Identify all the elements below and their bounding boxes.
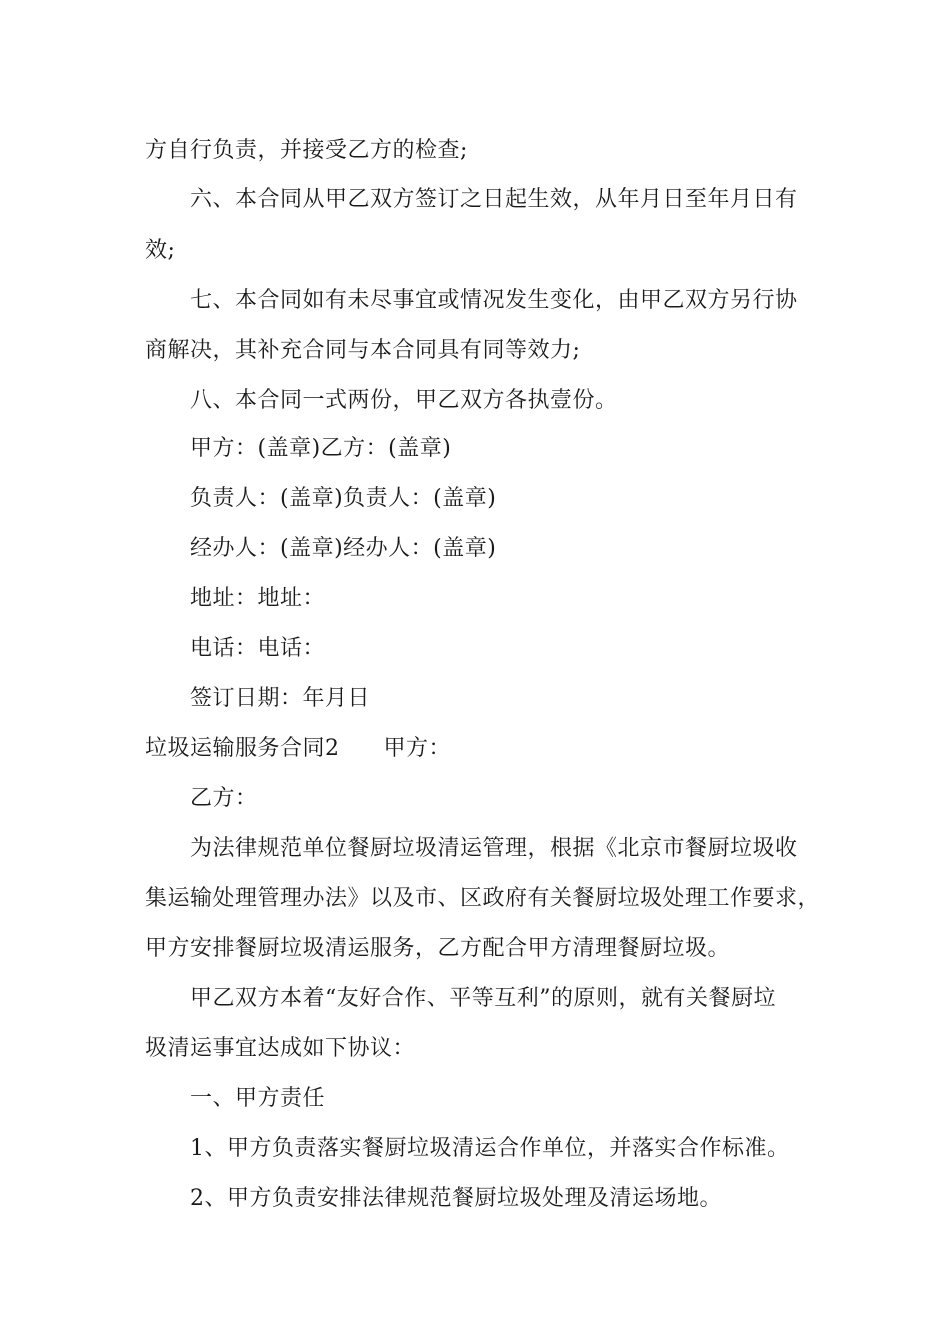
text-line: 1、甲方负责落实餐厨垃圾清运合作单位，并落实合作标准。 — [190, 1136, 790, 1161]
text-line: 效; — [145, 238, 176, 263]
text-line: 甲方安排餐厨垃圾清运服务，乙方配合甲方清理餐厨垃圾。 — [145, 936, 731, 961]
text-line: 方自行负责，并接受乙方的检查; — [145, 138, 468, 163]
text-line: 集运输处理管理办法》以及市、区政府有关餐厨垃圾处理工作要求， — [145, 886, 821, 911]
text-line: 地址：地址： — [190, 586, 326, 611]
text-line: 为法律规范单位餐厨垃圾清运管理，根据《北京市餐厨垃圾收 — [190, 836, 798, 861]
text-line: 一、甲方责任 — [190, 1086, 326, 1111]
text-line: 经办人：(盖章)经办人：(盖章) — [190, 536, 497, 561]
text-line: 六、本合同从甲乙双方签订之日起生效，从年月日至年月日有 — [190, 187, 798, 212]
heading-line — [145, 734, 451, 764]
text-line: 2、甲方负责安排法律规范餐厨垃圾处理及清运场地。 — [190, 1186, 722, 1211]
text-line: 甲乙双方本着“友好合作、平等互利”的原则，就有关餐厨垃 — [190, 986, 776, 1011]
text-line: 甲方：(盖章)乙方：(盖章) — [190, 436, 452, 461]
party-a-label: 甲方： — [383, 736, 452, 761]
text-line: 乙方： — [190, 786, 258, 811]
text-line: 七、本合同如有未尽事宜或情况发生变化，由甲乙双方另行协 — [190, 288, 798, 313]
text-line: 八、本合同一式两份，甲乙双方各执壹份。 — [190, 388, 618, 413]
text-line: 签订日期：年月日 — [190, 686, 371, 711]
text-line: 负责人：(盖章)负责人：(盖章) — [190, 486, 497, 511]
text-line: 圾清运事宜达成如下协议： — [145, 1036, 416, 1061]
text-line: 电话：电话： — [190, 636, 326, 661]
section-title: 垃圾运输服务合同2 — [145, 736, 340, 761]
text-line: 商解决，其补充合同与本合同具有同等效力; — [145, 338, 581, 363]
